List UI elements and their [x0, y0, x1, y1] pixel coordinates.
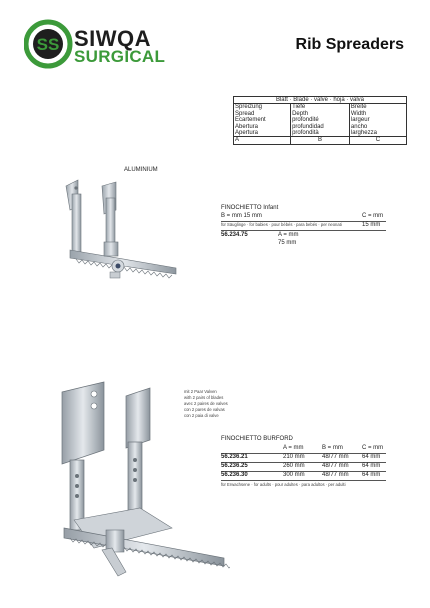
spread-label: A = mm [278, 232, 299, 238]
blade-width-label: C = mm [362, 213, 384, 219]
width-value: 64 mm [362, 463, 381, 469]
usage-note: für Säuglinge · for babies · pour bébés · para bebés · per neonati [221, 222, 342, 227]
divider [221, 230, 386, 231]
spread-value: 300 mm [283, 472, 305, 478]
valves-note-line: con 2 pares de valvas [184, 407, 225, 412]
width-label: larghezza [350, 130, 377, 137]
valves-note-line: with 2 pairs of blades [184, 395, 224, 400]
valves-note-line: mit 2 Paar Valven [184, 389, 217, 394]
column-a-label: A [234, 137, 291, 144]
brand-name: SIWQA [74, 26, 152, 51]
valves-note-line: con 2 paia di valve [184, 413, 219, 418]
width-header: C = mm [362, 445, 384, 451]
product-code: 56.236.25 [221, 463, 248, 469]
depth-label: Depth [292, 110, 309, 117]
depth-header: B = mm [322, 445, 343, 451]
brand-subtitle: SURGICAL [74, 47, 166, 66]
column-c-label: C [349, 137, 406, 144]
width-value: 64 mm [362, 472, 381, 478]
valves-note-line: avec 2 paires de valves [184, 401, 228, 406]
width-label: Width [350, 110, 367, 117]
spread-value: 210 mm [283, 454, 305, 460]
infant-rib-spreader-image [56, 176, 196, 296]
width-label: largeur [350, 117, 370, 124]
column-b-label: B [291, 137, 350, 144]
spread-label: Spread [235, 110, 255, 117]
page-title: Rib Spreaders [295, 36, 404, 53]
width-label: ancho [350, 123, 368, 130]
product-name: FINOCHIETTO Infant [221, 205, 279, 211]
usage-note: für Erwachsene · for adults · pour adultes · para adultos · per adulti [221, 482, 346, 487]
spread-value: 260 mm [283, 463, 305, 469]
divider [221, 480, 386, 481]
spread-label: Apertura [235, 130, 259, 137]
valves-note [184, 389, 228, 419]
blade-width-value: 15 mm [362, 222, 381, 228]
product-code: 56.236.21 [221, 454, 248, 460]
spread-header: A = mm [283, 445, 304, 451]
spread-label: Abertura [235, 123, 259, 130]
product-name: FINOCHIETTO BURFORD [221, 436, 293, 442]
blade-dimension-table [233, 96, 407, 145]
spread-label: Spreizung [235, 104, 263, 111]
blade-depth-label: B = mm 15 mm [221, 213, 262, 219]
spread-label: Ecartement [235, 117, 266, 124]
material-label: ALUMINIUM [124, 167, 158, 173]
depth-label: Tiefe [292, 104, 306, 111]
blade-table-header: Blatt · Blade · valve · hoja · valva [234, 97, 407, 104]
depth-value: 48/77 mm [322, 454, 349, 460]
width-label: Breite [350, 104, 367, 111]
depth-label: profondità [292, 130, 319, 137]
depth-value: 48/77 mm [322, 472, 349, 478]
logo-glyph: SS [36, 35, 60, 54]
product-code: 56.234.75 [221, 232, 248, 238]
depth-value: 48/77 mm [322, 463, 349, 469]
width-value: 64 mm [362, 454, 381, 460]
depth-label: profondité [292, 117, 319, 124]
depth-label: profundidad [292, 123, 324, 130]
spread-value: 75 mm [278, 240, 297, 246]
product-code: 56.236.30 [221, 472, 248, 478]
